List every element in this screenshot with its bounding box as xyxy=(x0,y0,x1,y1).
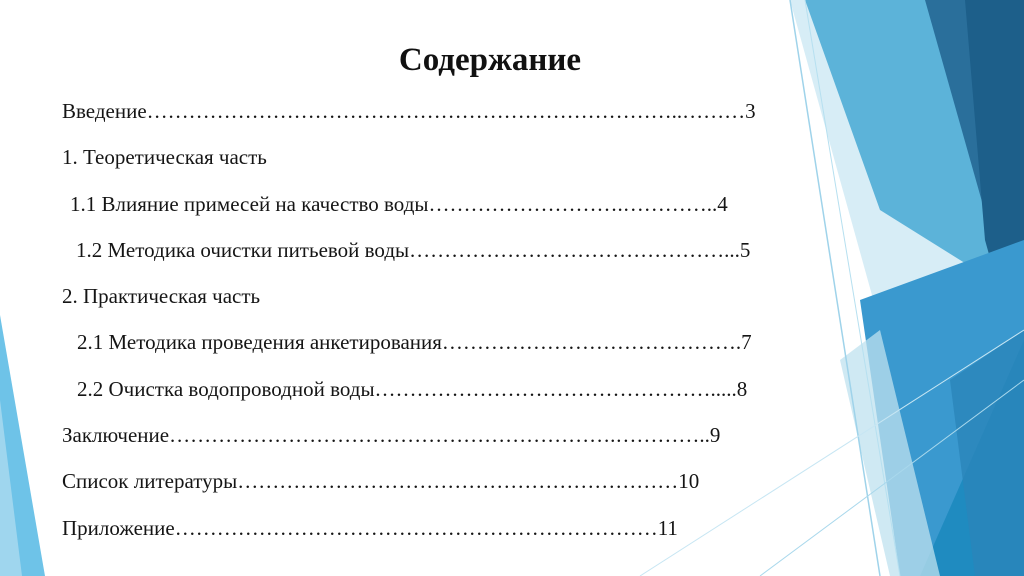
toc-entry-introduction: Введение…………………………………………………………………..………3 xyxy=(62,99,756,123)
toc-entry-theory-section: 1. Теоретическая часть xyxy=(62,145,267,170)
toc-entry-tap-water-purification: 2.2 Очистка водопроводной воды………………………………………….....8 xyxy=(77,376,748,401)
toc-entry-practical-section: 2. Практическая часть xyxy=(62,284,261,309)
toc-entry-impurities-influence: 1.1 Влияние примесей на качество воды……………………….…………..4 xyxy=(70,191,728,216)
slide-title: Содержание xyxy=(398,42,582,78)
decorative-shapes-left xyxy=(0,0,60,576)
toc-entry-appendix: Приложение……………………………………………………………11 xyxy=(62,515,678,540)
toc-entry-references: Список литературы………………………………………………………10 xyxy=(62,469,700,494)
toc-entry-survey-method: 2.1 Методика проведения анкетирования…………………………………….7 xyxy=(77,330,752,355)
table-of-contents xyxy=(62,92,962,555)
toc-entry-conclusion: Заключение……………………………………………………….…………..9 xyxy=(62,423,721,448)
toc-entry-purification-method: 1.2 Методика очистки питьевой воды………………………………………...5 xyxy=(76,237,751,262)
